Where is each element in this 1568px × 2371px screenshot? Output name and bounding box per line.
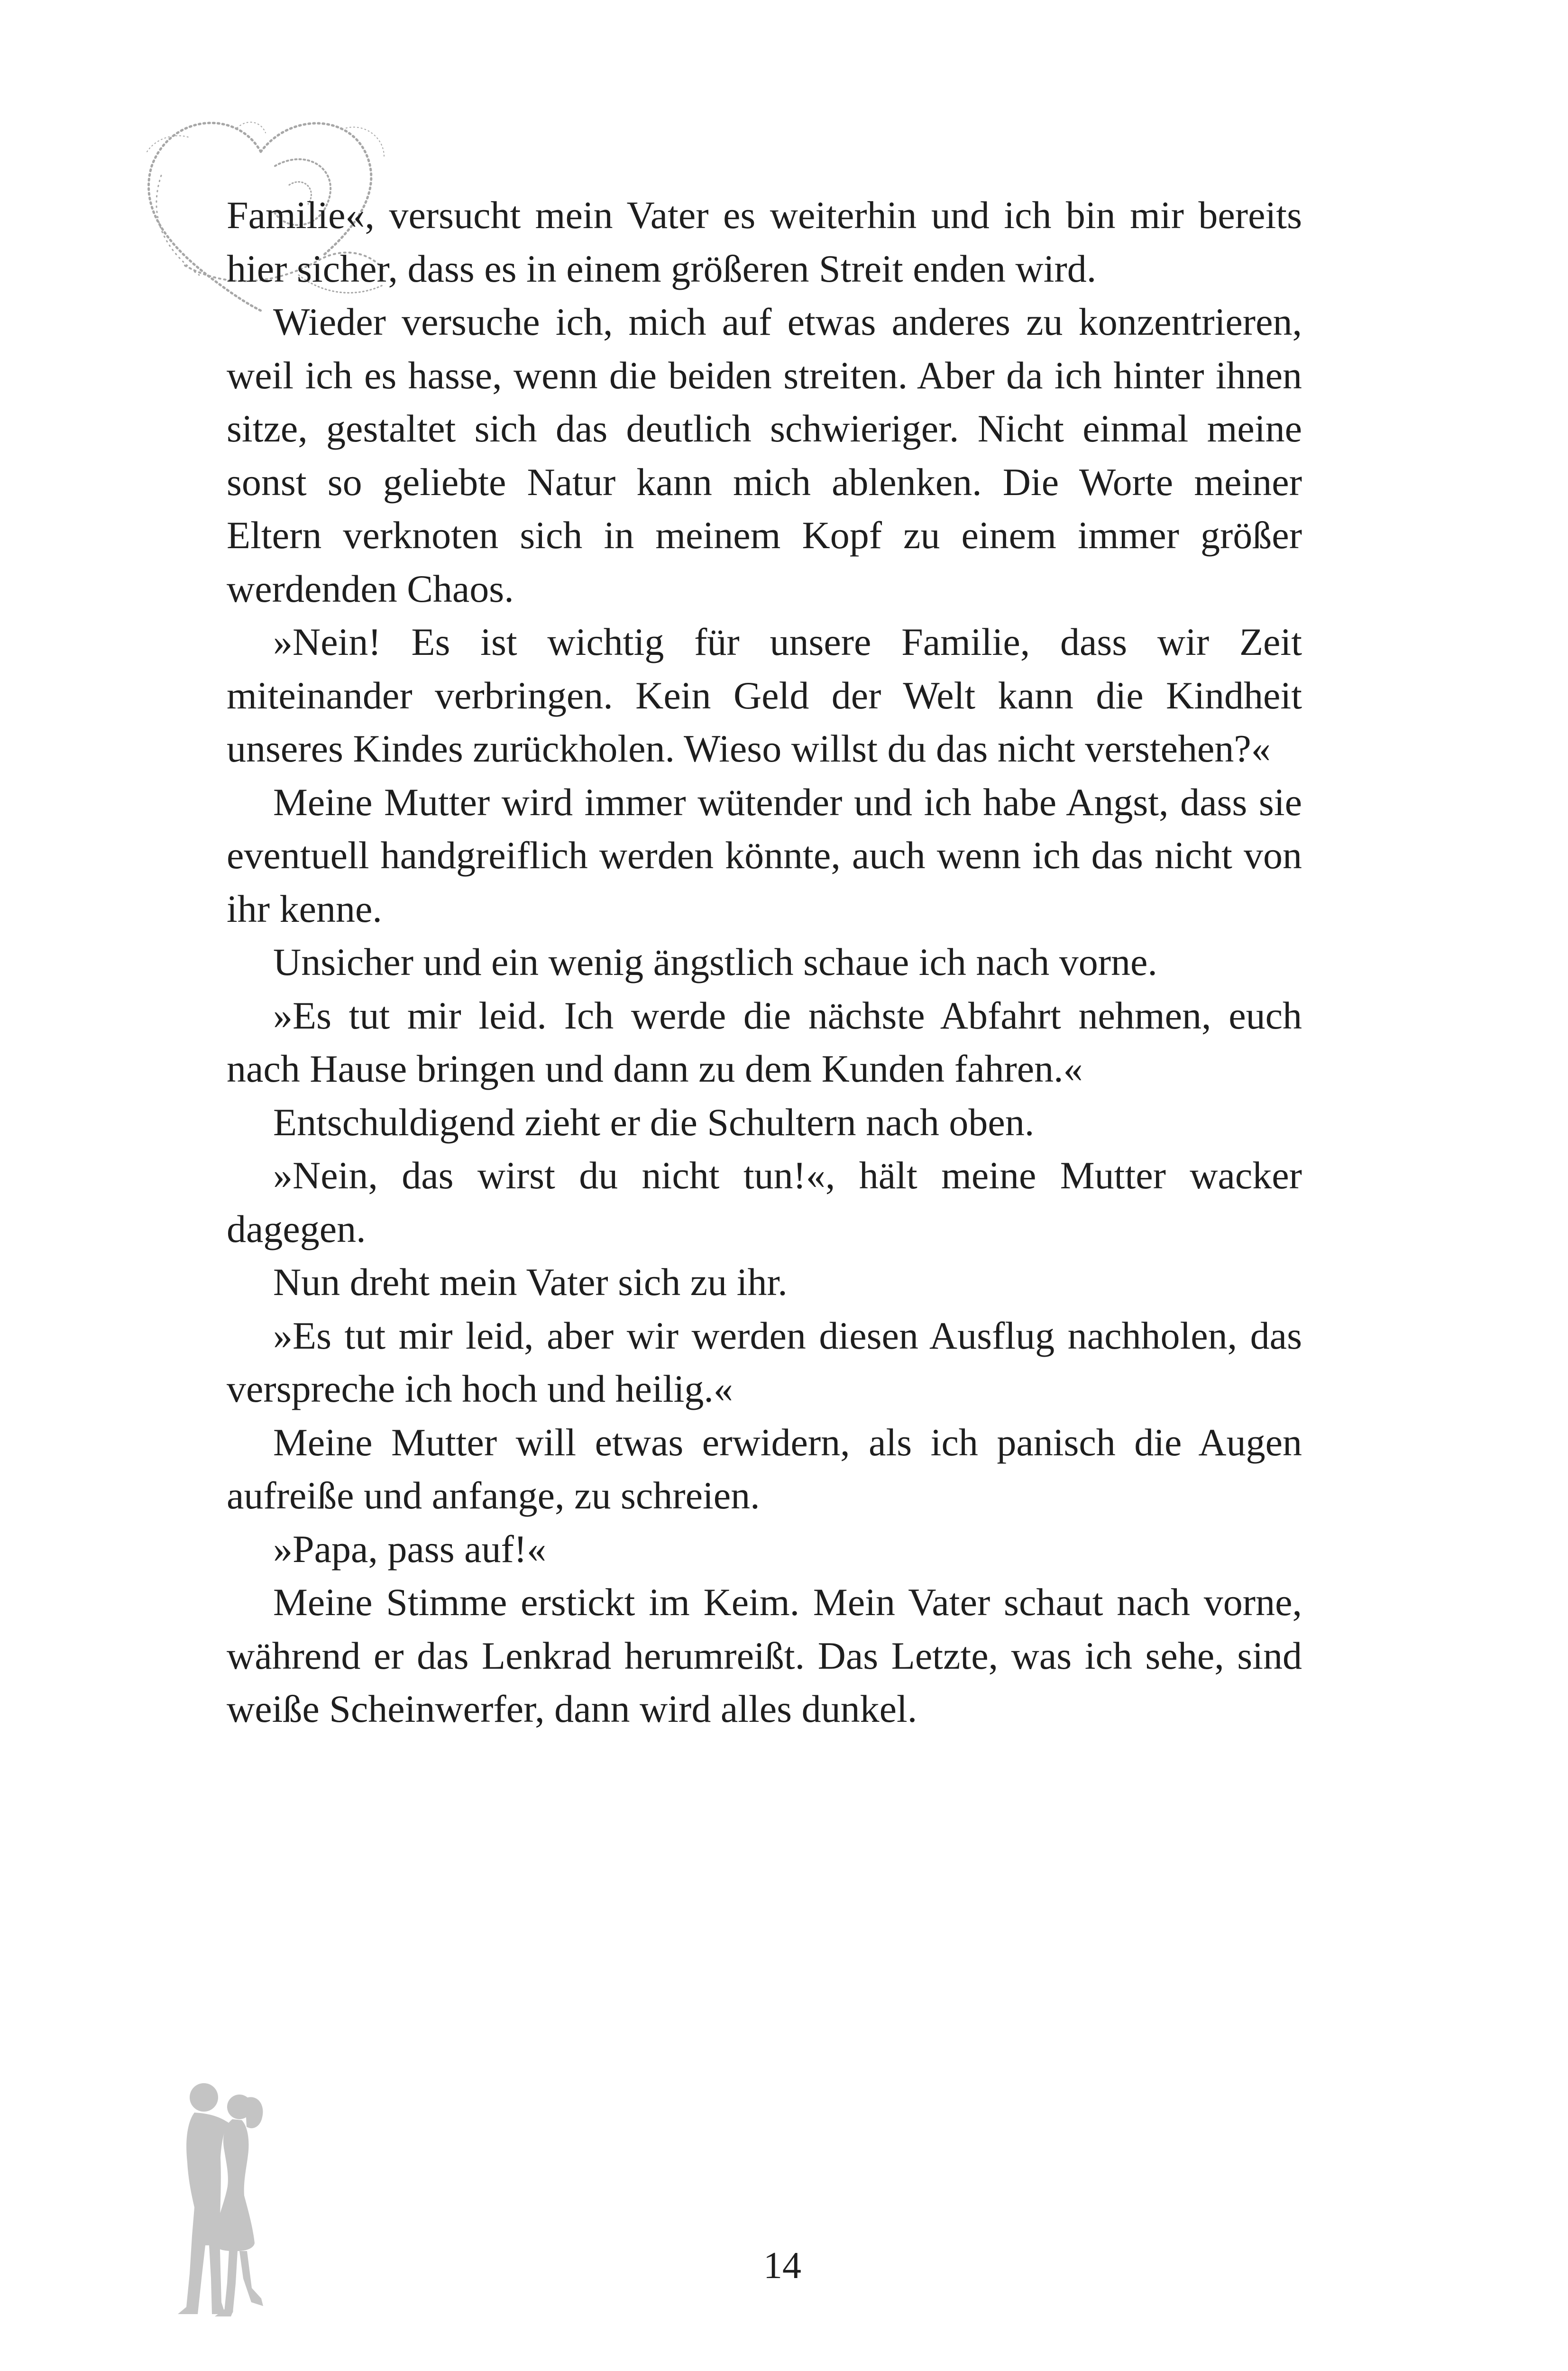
paragraph: Entschuldigend zieht er die Schultern nach oben. [273, 1100, 1035, 1144]
paragraph: »Papa, pass auf!« [273, 1527, 547, 1571]
paragraph: Meine Stimme erstickt im Keim. Mein Vater schaut nach vorne, während er das Lenkrad herumreißt. Das Letzte, was ich sehe, sind weiße Scheinwerfer, dann wird alles dunkel. [227, 1581, 1302, 1730]
paragraph: Meine Mutter wird immer wütender und ich habe Angst, dass sie eventuell handgreiflich werden könnte, auch wenn ich das nicht von ihr kenne. [227, 780, 1302, 930]
paragraph: Familie«, versucht mein Vater es weiterhin und ich bin mir bereits hier sicher, dass es in einem größeren Streit enden wird. [227, 193, 1302, 290]
paragraph: Meine Mutter will etwas erwidern, als ich panisch die Augen aufreiße und anfange, zu schreien. [227, 1420, 1302, 1517]
paragraph: »Es tut mir leid, aber wir werden diesen Ausflug nachholen, das verspreche ich hoch und heilig.« [227, 1314, 1302, 1410]
chapter-text [227, 189, 1302, 1736]
paragraph: Wieder versuche ich, mich auf etwas anderes zu konzentrieren, weil ich es hasse, wenn die beiden streiten. Aber da ich hinter ihnen sitze, gestaltet sich das deutlich schwieriger. Nicht einmal meine sonst so geliebte Natur kann mich ablenken. Die Worte meiner Eltern verknoten sich in meinem Kopf zu einem immer größer werdenden Chaos. [227, 300, 1302, 610]
paragraph: »Nein! Es ist wichtig für unsere Familie, dass wir Zeit miteinander verbringen. Kein Geld der Welt kann die Kindheit unseres Kindes zurückholen. Wieso willst du das nicht verstehen?« [227, 620, 1302, 770]
page-number: 14 [763, 2245, 801, 2287]
paragraph: Unsicher und ein wenig ängstlich schaue ich nach vorne. [273, 940, 1157, 983]
paragraph: Nun dreht mein Vater sich zu ihr. [273, 1260, 788, 1304]
paragraph: »Es tut mir leid. Ich werde die nächste Abfahrt nehmen, euch nach Hause bringen und dann zu dem Kunden fahren.« [227, 993, 1302, 1090]
kissing-couple-silhouette-icon [168, 2079, 287, 2321]
paragraph: »Nein, das wirst du nicht tun!«, hält meine Mutter wacker dagegen. [227, 1154, 1302, 1250]
